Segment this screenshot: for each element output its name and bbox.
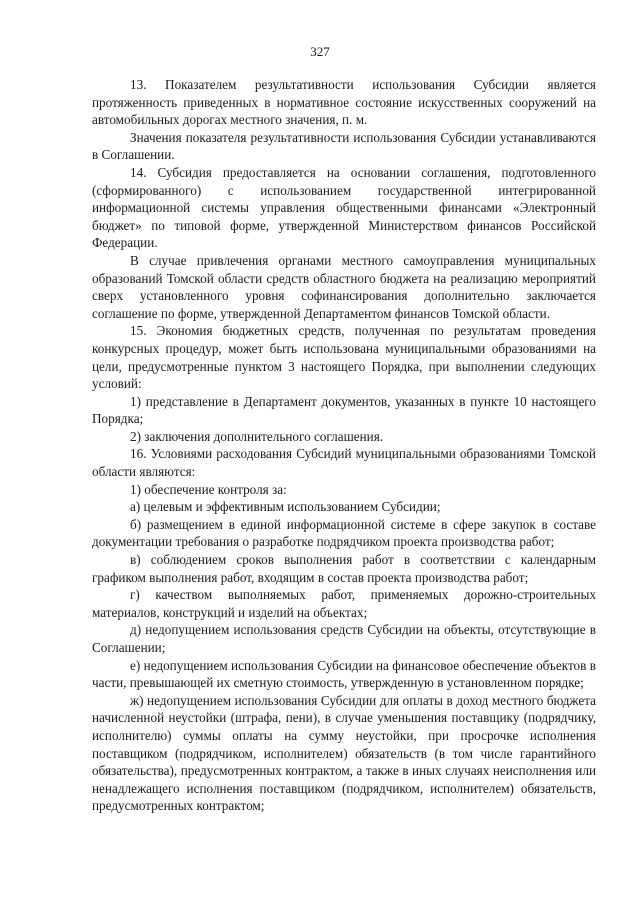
page-number: 327	[310, 44, 330, 59]
paragraph-16-subitem-g: г) качеством выполняемых работ, применяемых дорожно-строительных материалов, конструкций и изделий на объектах;	[92, 587, 596, 620]
paragraph-16-item-1: 1) обеспечение контроля за:	[130, 481, 287, 497]
paragraph-14-additional-agreement: В случае привлечения органами местного самоуправления муниципальных образований Томской области средств областного бюджета на реализацию мероприятий сверх установленного уровня софинансирования дополнительно заключается соглашение по форме, утвержденной Департаментом финансов Томской области.	[92, 252, 596, 321]
paragraph-16-subitem-v: в) соблюдением сроков выполнения работ в соответствии с календарным графиком выполнения работ, входящим в состав проекта производства работ;	[92, 552, 596, 585]
paragraph-13-values: Значения показателя результативности использования Субсидии устанавливаются в Соглашении.	[92, 129, 596, 163]
paragraph-15: 15. Экономия бюджетных средств, полученная по результатам проведения конкурсных процедур, может быть использована муниципальными образованиями на цели, предусмотренные пунктом 3 настоящего Порядка, при выполнении следующих условий:	[92, 323, 596, 392]
paragraph-15-condition-2: 2) заключения дополнительного соглашения.	[130, 428, 384, 444]
paragraph-16: 16. Условиями расходования Субсидий муниципальными образованиями Томской области являются:	[92, 446, 596, 480]
paragraph-16-subitem-a: а) целевым и эффективным использованием Субсидии;	[130, 499, 441, 515]
paragraph-16-subitem-zh: ж) недопущением использования Субсидии для оплаты в доход местного бюджета начисленной неустойки (штрафа, пени), в случае уменьшения поставщику (подрядчику, исполнителю) суммы оплаты на сумму неустойки, при просрочке исполнения поставщиком (подрядчиком, исполнителем) обязательств (в том числе гарантийного обязательства), предусмотренных контрактом, а также в иных случаях неисполнения или ненадлежащего исполнения поставщиком (подрядчиком, исполнителем) обязательств, предусмотренных контрактом;	[92, 692, 596, 814]
paragraph-16-subitem-d: д) недопущением использования средств Субсидии на объекты, отсутствующие в Соглашении;	[92, 622, 596, 655]
paragraph-14: 14. Субсидия предоставляется на основании соглашения, подготовленного (сформированного) с использованием государственной интегрированной информационной системы управления общественными финансами «Электронный бюджет» по типовой форме, утвержденной Министерством финансов Российской Федерации.	[92, 164, 596, 251]
paragraph-15-condition-1: 1) представление в Департамент документов, указанных в пункте 10 настоящего Порядка;	[92, 393, 596, 427]
paragraph-16-subitem-e: е) недопущением использования Субсидии на финансовое обеспечение объектов в части, превышающей их сметную стоимость, утвержденную в установленном порядке;	[92, 657, 596, 691]
document-body	[92, 76, 596, 815]
paragraph-16-subitem-b: б) размещением в единой информационной системе в сфере закупок в составе документации требования о разработке подрядчиком проекта производства работ;	[92, 516, 596, 550]
paragraph-13: 13. Показателем результативности использования Субсидии является протяженность приведенных в нормативное состояние искусственных сооружений на автомобильных дорогах местного значения, п. м.	[92, 77, 596, 128]
